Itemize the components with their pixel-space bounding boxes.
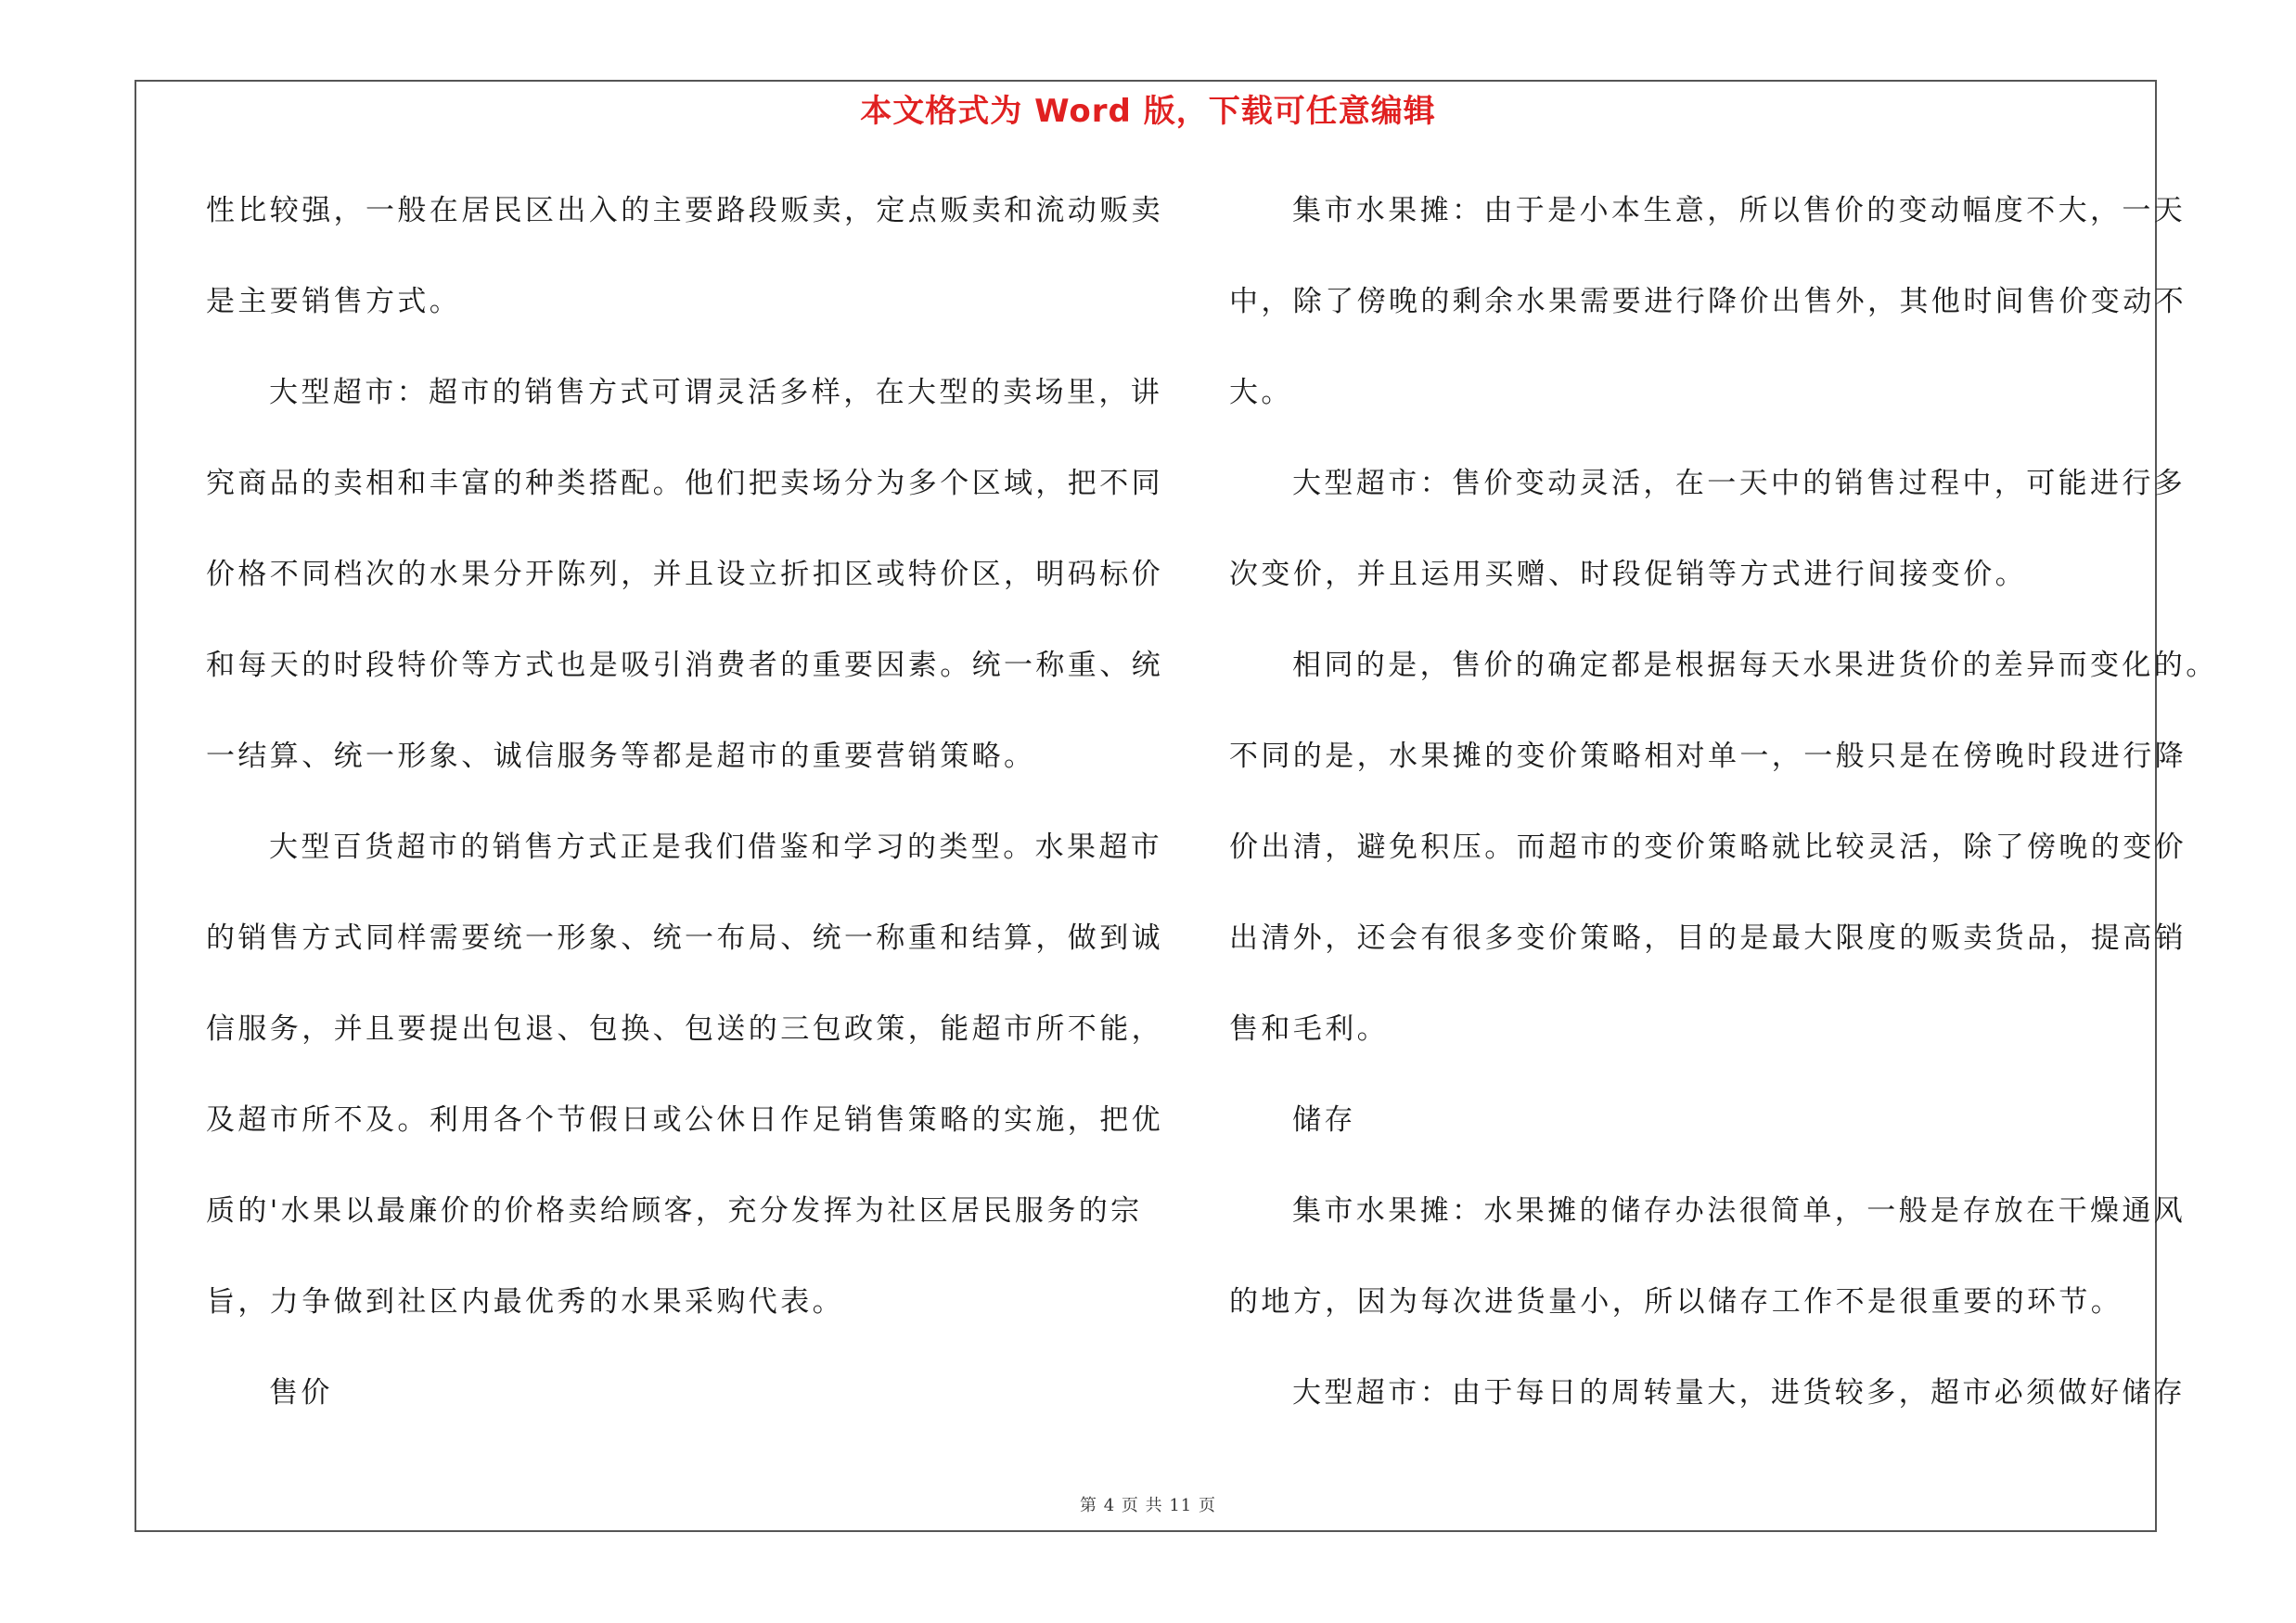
page-number-footer: 第 4 页 共 11 页 [1080,1496,1216,1515]
text-line: 一结算、统一形象、诚信服务等都是超市的重要营销策略。 [206,740,1036,773]
paragraph-start: 集市水果摊：由于是小本生意，所以售价的变动幅度不大，一天 [1292,194,2187,227]
paragraph-start: 大型百货超市的销售方式正是我们借鉴和学习的类型。水果超市 [269,831,1163,864]
paragraph-start: 大型超市：由于每日的周转量大，进货较多，超市必须做好储存 [1292,1376,2187,1410]
text-line: 中，除了傍晚的剩余水果需要进行降价出售外，其他时间售价变动不 [1229,285,2187,318]
text-line: 出清外，还会有很多变价策略，目的是最大限度的贩卖货品，提高销 [1229,921,2187,955]
text-line: 大。 [1229,376,1293,409]
text-line: 质的'水果以最廉价的价格卖给顾客，充分发挥为社区居民服务的宗 [206,1194,1143,1228]
section-heading: 储存 [1292,1103,1356,1137]
text-line: 是主要销售方式。 [206,285,462,318]
text-line: 旨，力争做到社区内最优秀的水果采购代表。 [206,1285,844,1319]
text-line: 次变价，并且运用买赠、时段促销等方式进行间接变价。 [1229,558,2027,591]
paragraph-start: 相同的是，售价的确定都是根据每天水果进货价的差异而变化的。 [1292,649,2218,682]
text-line: 价格不同档次的水果分开陈列，并且设立折扣区或特价区，明码标价 [206,558,1163,591]
text-line: 不同的是，水果摊的变价策略相对单一，一般只是在傍晚时段进行降 [1229,740,2187,773]
paragraph-start: 大型超市：售价变动灵活，在一天中的销售过程中，可能进行多 [1292,467,2187,500]
text-line: 的地方，因为每次进货量小，所以储存工作不是很重要的环节。 [1229,1285,2123,1319]
text-line: 信服务，并且要提出包退、包换、包送的三包政策，能超市所不能， [206,1012,1163,1046]
word-format-banner: 本文格式为 Word 版，下载可任意编辑 [860,93,1436,130]
text-line: 价出清，避免积压。而超市的变价策略就比较灵活，除了傍晚的变价 [1229,831,2187,864]
text-line: 性比较强，一般在居民区出入的主要路段贩卖，定点贩卖和流动贩卖 [206,194,1163,227]
paragraph-start: 大型超市：超市的销售方式可谓灵活多样，在大型的卖场里，讲 [269,376,1163,409]
text-line: 的销售方式同样需要统一形象、统一布局、统一称重和结算，做到诚 [206,921,1163,955]
text-line: 售和毛利。 [1229,1012,1389,1046]
text-line: 究商品的卖相和丰富的种类搭配。他们把卖场分为多个区域，把不同 [206,467,1163,500]
right-column [1229,181,2218,1454]
text-line: 及超市所不及。利用各个节假日或公休日作足销售策略的实施，把优 [206,1103,1163,1137]
left-column [206,181,1163,1454]
section-heading: 售价 [269,1376,333,1410]
text-line: 和每天的时段特价等方式也是吸引消费者的重要因素。统一称重、统 [206,649,1163,682]
paragraph-start: 集市水果摊：水果摊的储存办法很简单，一般是存放在干燥通风 [1292,1194,2187,1228]
